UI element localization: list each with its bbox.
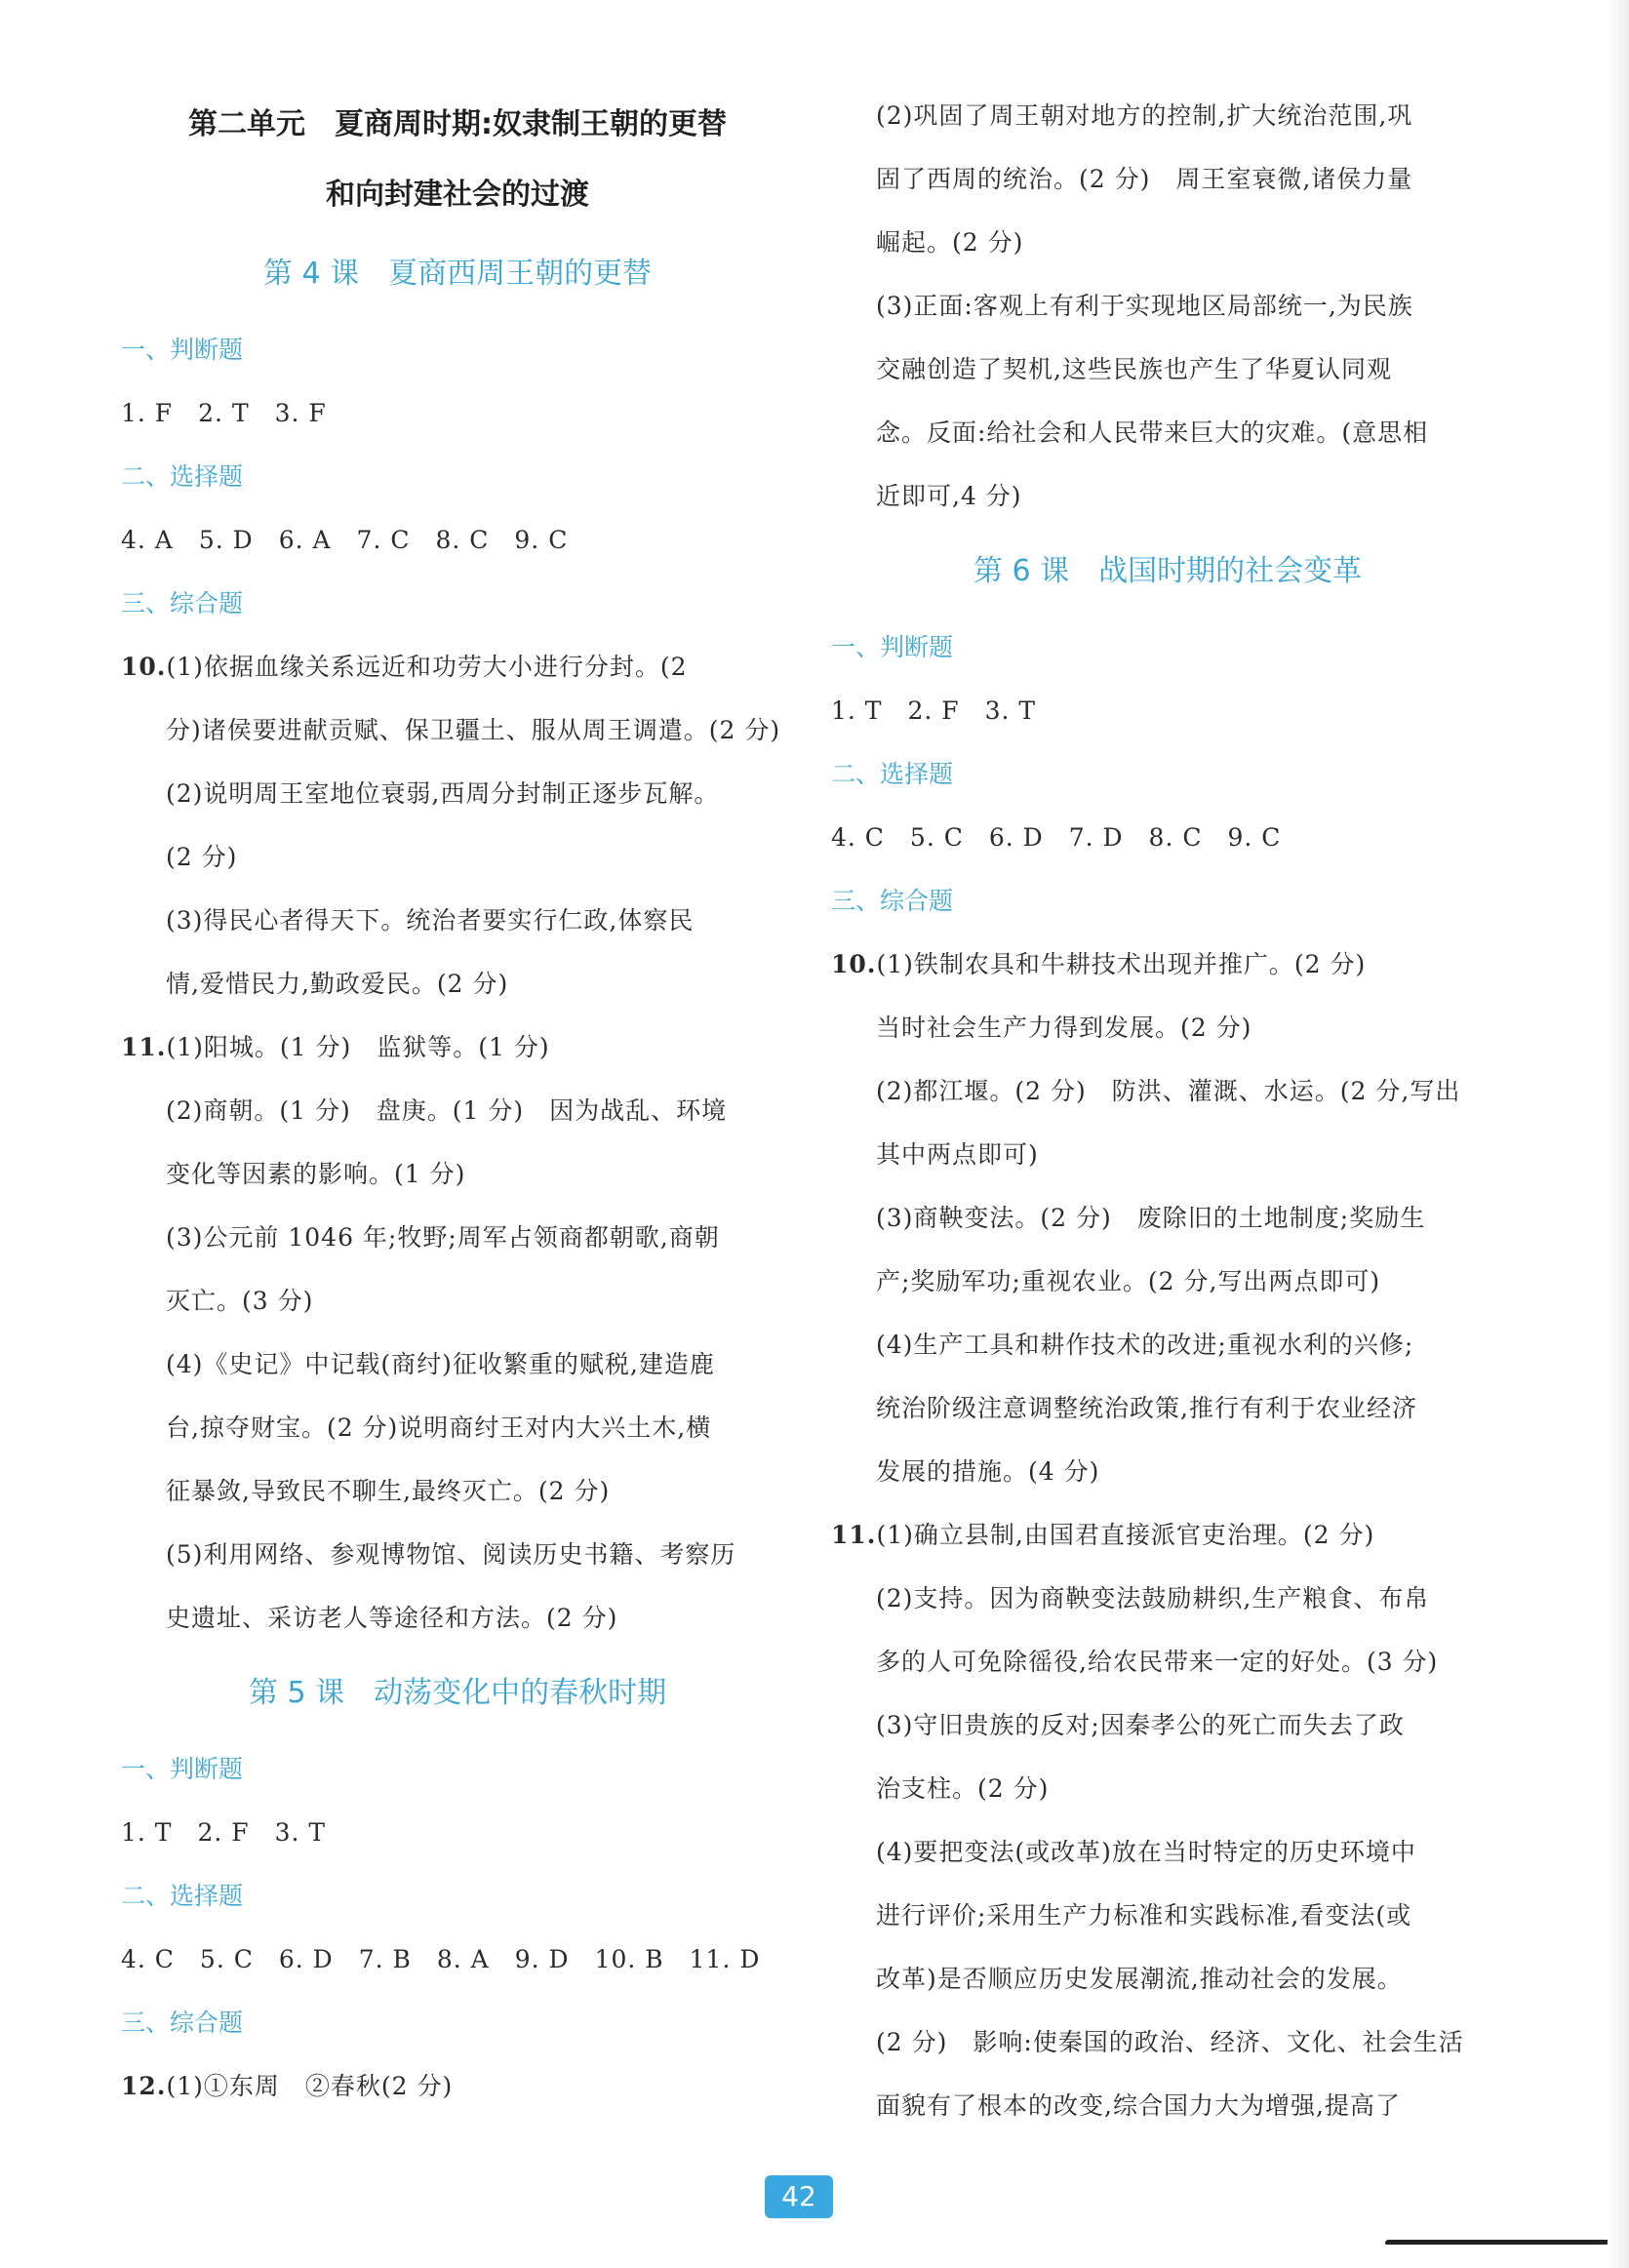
answer-continuation: 征暴敛,导致民不聊生,最终灭亡。(2 分): [166, 1477, 611, 1505]
answer-continuation: 当时社会生产力得到发展。(2 分): [876, 1014, 1252, 1042]
unit-title-line-1: 第二单元 夏商周时期:奴隶制王朝的更替: [188, 107, 727, 141]
answer-continuation: (2)说明周王室地位衰弱,西周分封制正逐步瓦解。: [166, 779, 720, 808]
lesson-title: 第 4 课 夏商西周王朝的更替: [262, 257, 653, 291]
answer-continuation: 情,爱惜民力,勤政爱民。(2 分): [166, 970, 509, 998]
answer-continuation: (2 分) 影响:使秦国的政治、经济、文化、社会生活: [876, 2028, 1464, 2056]
question-number: 12.: [121, 2072, 167, 2100]
answer-continuation: 变化等因素的影响。(1 分): [166, 1160, 466, 1188]
section-heading: 三、综合题: [121, 589, 244, 617]
answer-continuation: 面貌有了根本的改变,综合国力大为增强,提高了: [876, 2091, 1401, 2120]
answer-continuation: (3)守旧贵族的反对;因秦孝公的死亡而失去了政: [876, 1711, 1405, 1739]
question-number: 10.: [831, 950, 877, 978]
page-edge: [1608, 0, 1629, 2268]
answer-continuation: 崛起。(2 分): [876, 228, 1024, 257]
section-heading: 二、选择题: [121, 462, 244, 491]
answer-continuation: (3)得民心者得天下。统治者要实行仁政,体察民: [166, 906, 695, 935]
answer-continuation: 台,掠夺财宝。(2 分)说明商纣王对内大兴土木,横: [166, 1413, 712, 1442]
answer-continuation: 进行评价;采用生产力标准和实践标准,看变法(或: [876, 1901, 1412, 1930]
section-heading: 二、选择题: [121, 1882, 244, 1910]
answer-continuation: 灭亡。(3 分): [166, 1287, 314, 1315]
answer-continuation: (5)利用网络、参观博物馆、阅读历史书籍、考察历: [166, 1540, 736, 1569]
answer-continuation: (2)都江堰。(2 分) 防洪、灌溉、水运。(2 分,写出: [876, 1077, 1461, 1105]
answer-continuation: (4)《史记》中记载(商纣)征收繁重的赋税,建造鹿: [166, 1350, 715, 1378]
answer-continuation: 史遗址、采访老人等途径和方法。(2 分): [166, 1604, 618, 1632]
section-heading: 三、综合题: [831, 887, 954, 915]
corner-decoration: [1384, 2240, 1610, 2245]
question-line: [121, 2054, 794, 2118]
question-text: (1)①东周 ②春秋(2 分): [166, 2072, 454, 2100]
answer-continuation: 治支柱。(2 分): [876, 1774, 1050, 1803]
answer-continuation: 多的人可免除徭役,给农民带来一定的好处。(3 分): [876, 1648, 1439, 1676]
question-text: (1)铁制农具和牛耕技术出现并推广。(2 分): [876, 950, 1367, 978]
answer-continuation: (3)公元前 1046 年;牧野;周军占领商都朝歌,商朝: [166, 1223, 720, 1252]
section-heading: 一、判断题: [121, 336, 244, 364]
answer-line: 4. C 5. C 6. D 7. D 8. C 9. C: [831, 823, 1282, 852]
answer-continuation: 统治阶级注意调整统治政策,推行有利于农业经济: [876, 1394, 1417, 1422]
section-heading: 一、判断题: [121, 1755, 244, 1783]
answer-line: 4. C 5. C 6. D 7. B 8. A 9. D 10. B 11. D: [121, 1945, 761, 1973]
question-line: [831, 933, 1504, 996]
section-heading: 一、判断题: [831, 633, 954, 661]
answer-line: 1. T 2. F 3. T: [831, 696, 1037, 725]
answer-line: 1. T 2. F 3. T: [121, 1818, 327, 1847]
left-column: [121, 90, 794, 2118]
answer-continuation: 改革)是否顺应历史发展潮流,推动社会的发展。: [876, 1965, 1403, 1993]
question-number: 11.: [831, 1521, 877, 1549]
answer-continuation: 念。反面:给社会和人民带来巨大的灾难。(意思相: [876, 418, 1429, 447]
question-line: [121, 635, 794, 698]
answer-line: 4. A 5. D 6. A 7. C 8. C 9. C: [121, 526, 569, 554]
section-heading: 二、选择题: [831, 760, 954, 788]
question-number: 10.: [121, 653, 167, 681]
answer-continuation: (4)生产工具和耕作技术的改进;重视水利的兴修;: [876, 1331, 1414, 1359]
answer-continuation: (2 分): [166, 843, 238, 871]
answer-continuation: (3)正面:客观上有利于实现地区局部统一,为民族: [876, 292, 1413, 320]
page-number: 42: [765, 2175, 833, 2218]
answer-continuation: (2)商朝。(1 分) 盘庚。(1 分) 因为战乱、环境: [166, 1096, 728, 1125]
lesson-title: 第 5 课 动荡变化中的春秋时期: [248, 1676, 667, 1710]
section-heading: 三、综合题: [121, 2009, 244, 2037]
question-line: [831, 1503, 1504, 1567]
question-number: 11.: [121, 1033, 167, 1061]
answer-continuation: (4)要把变法(或改革)放在当时特定的历史环境中: [876, 1838, 1416, 1866]
answer-continuation: 其中两点即可): [876, 1140, 1039, 1169]
right-column: [831, 84, 1504, 2137]
answer-continuation: 固了西周的统治。(2 分) 周王室衰微,诸侯力量: [876, 165, 1413, 193]
answer-continuation: 产;奖励军功;重视农业。(2 分,写出两点即可): [876, 1267, 1381, 1295]
answer-continuation: 分)诸侯要进献贡赋、保卫疆土、服从周王调遣。(2 分): [166, 716, 781, 744]
answer-continuation: (3)商鞅变法。(2 分) 废除旧的土地制度;奖励生: [876, 1204, 1426, 1232]
unit-title-line-2: 和向封建社会的过渡: [326, 178, 589, 212]
lesson-title: 第 6 课 战国时期的社会变革: [973, 554, 1363, 588]
question-line: [121, 1015, 794, 1079]
answer-continuation: 交融创造了契机,这些民族也产生了华夏认同观: [876, 355, 1392, 383]
answer-continuation: 近即可,4 分): [876, 482, 1022, 510]
answer-continuation: (2)巩固了周王朝对地方的控制,扩大统治范围,巩: [876, 101, 1413, 130]
question-text: (1)依据血缘关系远近和功劳大小进行分封。(2: [166, 653, 688, 681]
question-text: (1)阳城。(1 分) 监狱等。(1 分): [166, 1033, 550, 1061]
question-text: (1)确立县制,由国君直接派官吏治理。(2 分): [876, 1521, 1375, 1549]
answer-continuation: (2)支持。因为商鞅变法鼓励耕织,生产粮食、布帛: [876, 1584, 1430, 1612]
answer-line: 1. F 2. T 3. F: [121, 399, 327, 427]
answer-continuation: 发展的措施。(4 分): [876, 1457, 1100, 1486]
